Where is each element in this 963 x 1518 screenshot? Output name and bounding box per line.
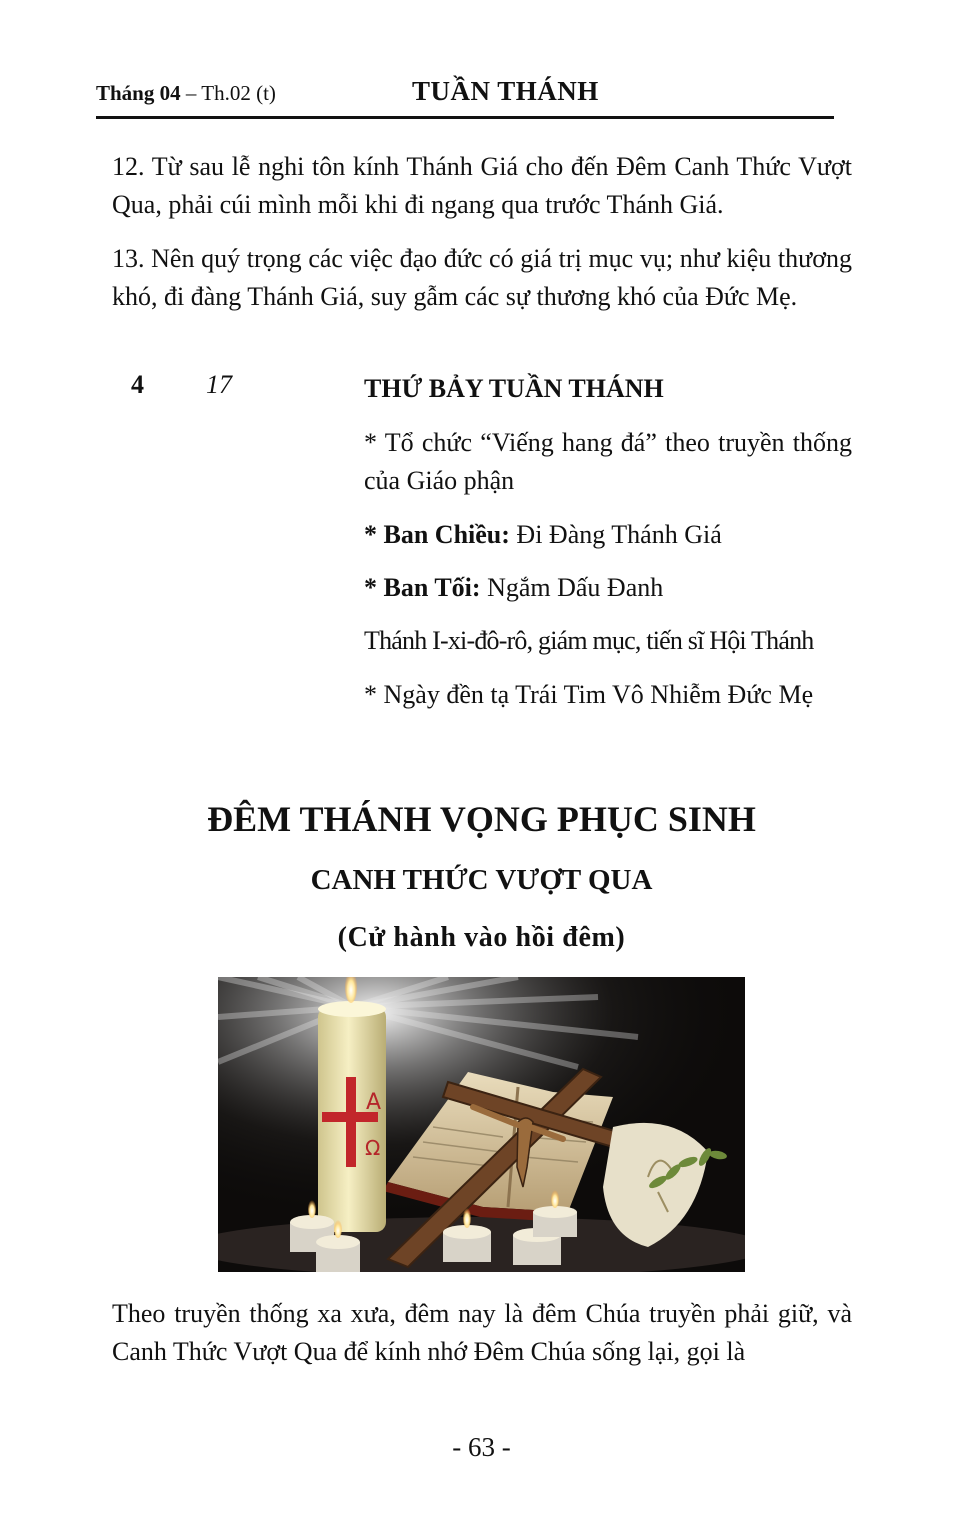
header-rule	[96, 116, 834, 119]
entry-saint: Thánh I-xi-đô-rô, giám mục, tiến sĩ Hội Thánh	[364, 626, 814, 655]
body-paragraph: Theo truyền thống xa xưa, đêm nay là đêm Chúa truyền phải giữ, và Canh Thức Vượt Qua để kính nhớ Đêm Chúa sống lại, gọi là	[112, 1299, 852, 1366]
note-12: 12. Từ sau lễ nghi tôn kính Thánh Giá cho đến Đêm Canh Thức Vượt Qua, phải cúi mình mỗi khi đi ngang qua trước Thánh Giá.	[112, 152, 852, 219]
afternoon-label: * Ban Chiều:	[364, 520, 510, 549]
entry-month: 4	[131, 370, 144, 399]
paschal-candle-photo	[218, 977, 745, 1272]
omega-letter: Ω	[365, 1136, 381, 1160]
header-month: Tháng 04	[96, 81, 181, 105]
header-title: TUẦN THÁNH	[412, 76, 599, 106]
section-subtitle: CANH THỨC VƯỢT QUA	[310, 864, 653, 896]
section-title: ĐÊM THÁNH VỌNG PHỤC SINH	[207, 799, 756, 839]
entry-title: THỨ BẢY TUẦN THÁNH	[364, 374, 664, 403]
section-instruction: (Cử hành vào hồi đêm)	[337, 922, 626, 953]
evening-label: * Ban Tối:	[364, 573, 481, 602]
entry-consecration: * Ngày đền tạ Trái Tim Vô Nhiễm Đức Mẹ	[364, 680, 814, 709]
entry-note: * Tổ chức “Viếng hang đá” theo truyền thống của Giáo phận	[364, 428, 852, 495]
header-date	[96, 81, 276, 106]
entry-day: 17	[206, 370, 232, 399]
evening-value: Ngắm Dấu Đanh	[487, 573, 664, 602]
note-13: 13. Nên quý trọng các việc đạo đức có giá trị mục vụ; như kiệu thương khó, đi đàng Thánh Giá, suy gẫm các sự thương khó của Đức Mẹ.	[112, 244, 852, 311]
afternoon-value: Đi Đàng Thánh Giá	[516, 520, 722, 549]
alpha-letter: A	[366, 1090, 382, 1115]
entry-evening	[364, 569, 852, 607]
entry-afternoon	[364, 516, 852, 554]
page-number: - 63 -	[452, 1432, 511, 1462]
header-week: – Th.02 (t)	[185, 81, 276, 105]
running-header	[96, 74, 834, 114]
